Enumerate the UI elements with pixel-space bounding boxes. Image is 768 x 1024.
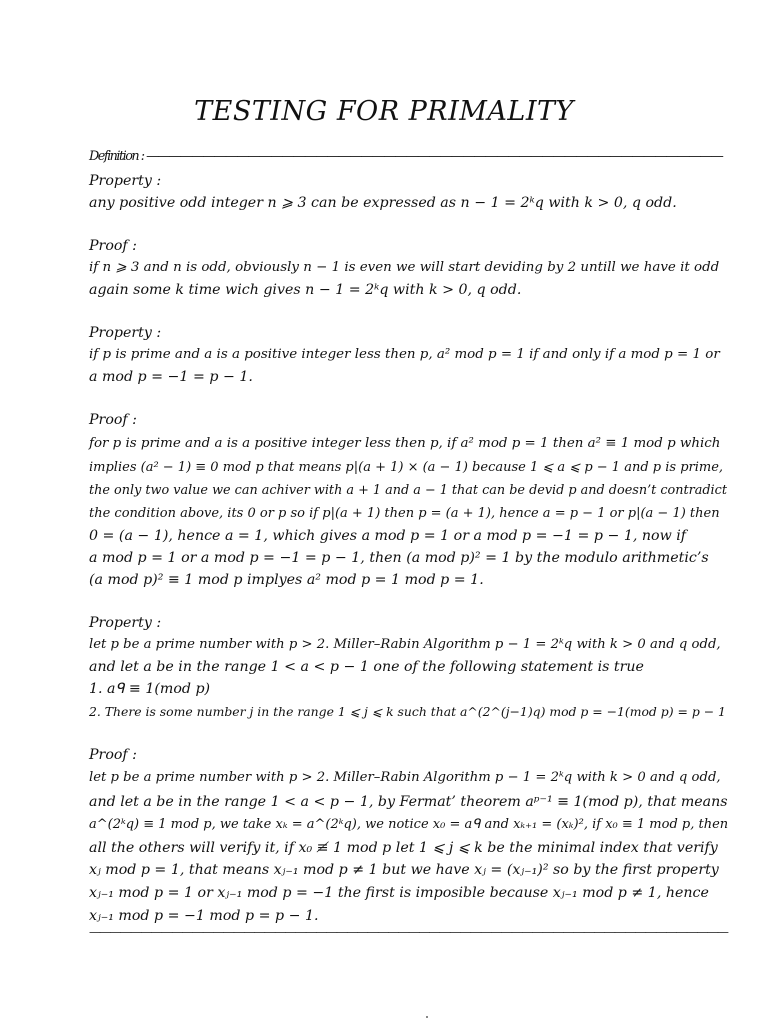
- text-line: a^(2ᵏq) ≡ 1 mod p, we take xₖ = a^(2ᵏq), we notice x₀ = aᑫ and xₖ₊₁ = (xₖ)², if x₀ ≡ 1 mod p, then: [89, 817, 729, 832]
- text-line: and let a be in the range 1 < a < p − 1, by Fermat’ theorem aᵖ⁻¹ ≡ 1(mod p), that means: [89, 794, 728, 810]
- proof-heading: Proof :: [89, 238, 137, 254]
- proof-heading: Proof :: [89, 412, 137, 428]
- closing-rule: ——————————————————————————————————————————————————————————————: [89, 925, 728, 939]
- definition-line: Definition : ———————————————————————————————————————————————————: [89, 149, 723, 164]
- text-line: (a mod p)² ≡ 1 mod p implyes a² mod p = 1 mod p = 1.: [89, 572, 484, 588]
- property-heading: Property :: [89, 173, 162, 189]
- text-line: if p is prime and a is a positive integer less then p, a² mod p = 1 if and only if a mod p = 1 or: [89, 347, 720, 362]
- text-line: let p be a prime number with p > 2. Miller–Rabin Algorithm p − 1 = 2ᵏq with k > 0 and q odd,: [89, 637, 721, 652]
- text-line: again some k time wich gives n − 1 = 2ᵏq with k > 0, q odd.: [89, 282, 522, 298]
- text-line: the only two value we can achiver with a + 1 and a − 1 that can be devid p and doesn’t contradict: [89, 483, 727, 498]
- document-title: TESTING FOR PRIMALITY: [194, 96, 574, 127]
- property-heading: Property :: [89, 325, 162, 341]
- text-line: a mod p = 1 or a mod p = −1 = p − 1, then (a mod p)² = 1 by the modulo arithmetic’s: [89, 550, 709, 566]
- text-line: xⱼ mod p = 1, that means xⱼ₋₁ mod p ≠ 1 but we have xⱼ = (xⱼ₋₁)² so by the first property: [89, 862, 719, 878]
- proof-heading: Proof :: [89, 747, 137, 763]
- text-line: a mod p = −1 = p − 1.: [89, 369, 253, 385]
- page-speck: [426, 1016, 428, 1018]
- text-line: the condition above, its 0 or p so if p|(a + 1) then p = (a + 1), hence a = p − 1 or p|(a − 1) then: [89, 506, 720, 521]
- text-line: xⱼ₋₁ mod p = −1 mod p = p − 1.: [89, 908, 319, 924]
- text-line: any positive odd integer n ⩾ 3 can be expressed as n − 1 = 2ᵏq with k > 0, q odd.: [89, 195, 677, 211]
- text-line: 0 = (a − 1), hence a = 1, which gives a mod p = 1 or a mod p = −1 = p − 1, now if: [89, 528, 687, 544]
- text-line: if n ⩾ 3 and n is odd, obviously n − 1 is even we will start deviding by 2 untill we have it odd: [89, 260, 720, 275]
- text-line: xⱼ₋₁ mod p = 1 or xⱼ₋₁ mod p = −1 the first is imposible because xⱼ₋₁ mod p ≠ 1, hence: [89, 885, 709, 901]
- text-line: 1. aᑫ ≡ 1(mod p): [89, 681, 211, 697]
- text-line: implies (a² − 1) ≡ 0 mod p that means p|(a + 1) × (a − 1) because 1 ⩽ a ⩽ p − 1 and p is prime,: [89, 460, 724, 475]
- text-line: for p is prime and a is a positive integer less then p, if a² mod p = 1 then a² ≡ 1 mod p which: [89, 436, 721, 451]
- text-line: all the others will verify it, if x₀ ≢ 1 mod p let 1 ⩽ j ⩽ k be the minimal index that verify: [89, 840, 718, 856]
- text-line: 2. There is some number j in the range 1 ⩽ j ⩽ k such that a^(2^(j−1)q) mod p = −1(mod p) = p − 1: [89, 704, 726, 719]
- text-line: and let a be in the range 1 < a < p − 1 one of the following statement is true: [89, 659, 644, 675]
- property-heading: Property :: [89, 615, 162, 631]
- text-line: let p be a prime number with p > 2. Miller–Rabin Algorithm p − 1 = 2ᵏq with k > 0 and q odd,: [89, 770, 721, 785]
